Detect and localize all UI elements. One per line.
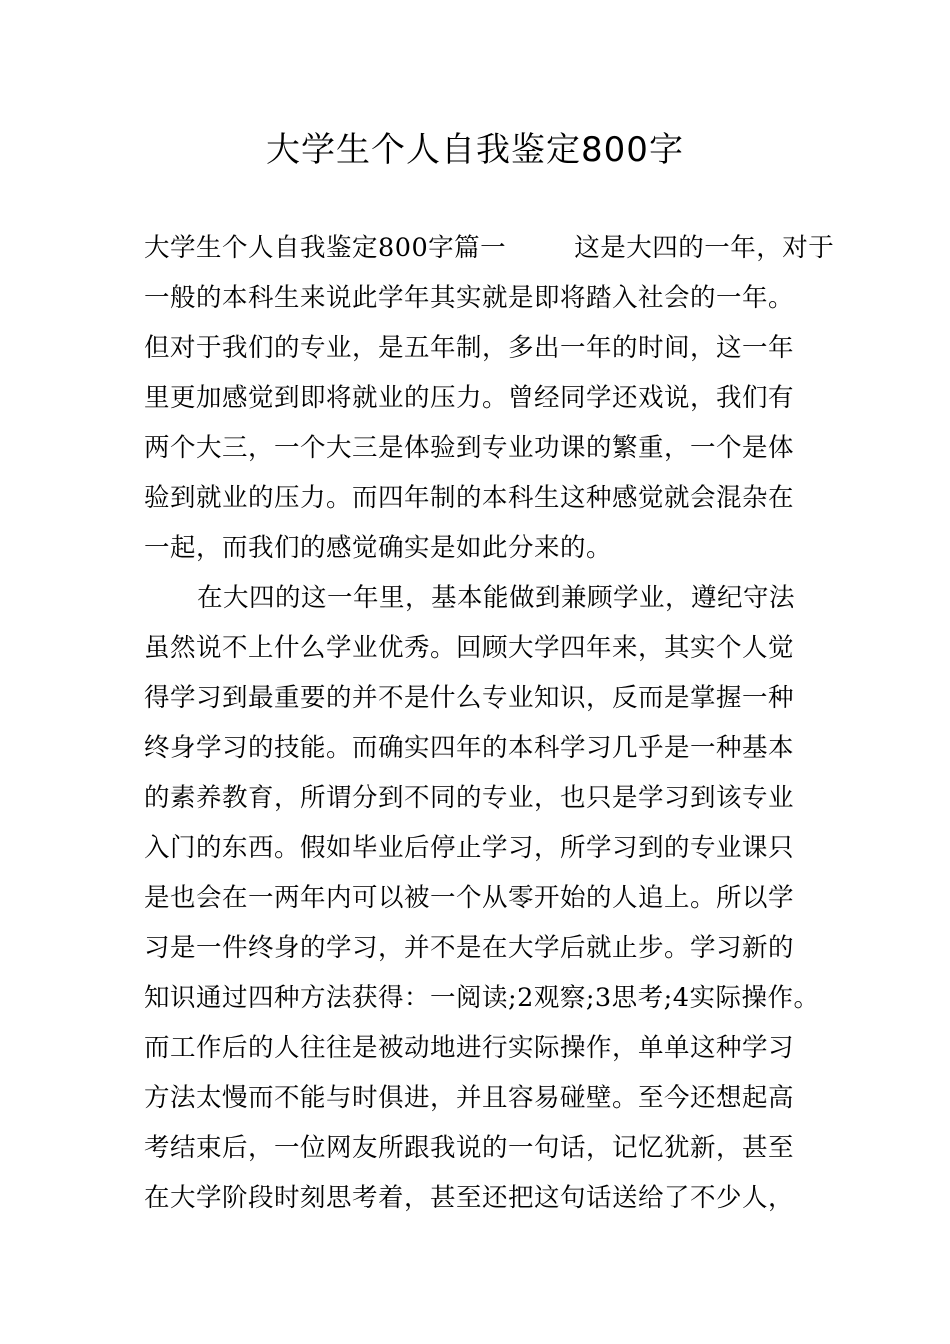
- paragraph-line: 的素养教育，所谓分到不同的专业，也只是学习到该专业: [144, 783, 795, 813]
- paragraph-line: 得学习到最重要的并不是什么专业知识，反而是掌握一种: [144, 683, 795, 713]
- paragraph-line: 是也会在一两年内可以被一个从零开始的人追上。所以学: [144, 883, 795, 913]
- paragraph-line: 但对于我们的专业，是五年制，多出一年的时间，这一年: [144, 333, 795, 363]
- paragraph-line: 入门的东西。假如毕业后停止学习，所学习到的专业课只: [144, 833, 795, 863]
- paragraph-line: 在大四的这一年里，基本能做到兼顾学业，遵纪守法: [197, 583, 796, 613]
- paragraph-line: 虽然说不上什么学业优秀。回顾大学四年来，其实个人觉: [144, 633, 795, 663]
- paragraph-line: 在大学阶段时刻思考着，甚至还把这句话送给了不少人，: [144, 1183, 795, 1213]
- paragraph-line: 里更加感觉到即将就业的压力。曾经同学还戏说，我们有: [144, 383, 795, 413]
- paragraph-line: 一般的本科生来说此学年其实就是即将踏入社会的一年。: [144, 283, 795, 313]
- paragraph-line: 一起，而我们的感觉确实是如此分来的。: [144, 533, 613, 563]
- paragraph-line: 习是一件终身的学习，并不是在大学后就止步。学习新的: [144, 933, 795, 963]
- paragraph-line: 知识通过四种方法获得：一阅读;2观察;3思考;4实际操作。: [144, 983, 820, 1013]
- paragraph-line: 两个大三，一个大三是体验到专业功课的繁重，一个是体: [144, 433, 795, 463]
- section-heading: 大学生个人自我鉴定800字篇一: [144, 233, 507, 263]
- paragraph-line: 方法太慢而不能与时俱进，并且容易碰壁。至今还想起高: [144, 1083, 795, 1113]
- paragraph-line: [144, 228, 834, 268]
- paragraph-line: 考结束后，一位网友所跟我说的一句话，记忆犹新，甚至: [144, 1133, 795, 1163]
- line-text: 这是大四的一年，对于: [574, 233, 835, 263]
- paragraph-line: 终身学习的技能。而确实四年的本科学习几乎是一种基本: [144, 733, 795, 763]
- paragraph-line: 验到就业的压力。而四年制的本科生这种感觉就会混杂在: [144, 483, 795, 513]
- paragraph-line: 而工作后的人往往是被动地进行实际操作，单单这种学习: [144, 1033, 795, 1063]
- document-title: 大学生个人自我鉴定800字: [266, 130, 684, 170]
